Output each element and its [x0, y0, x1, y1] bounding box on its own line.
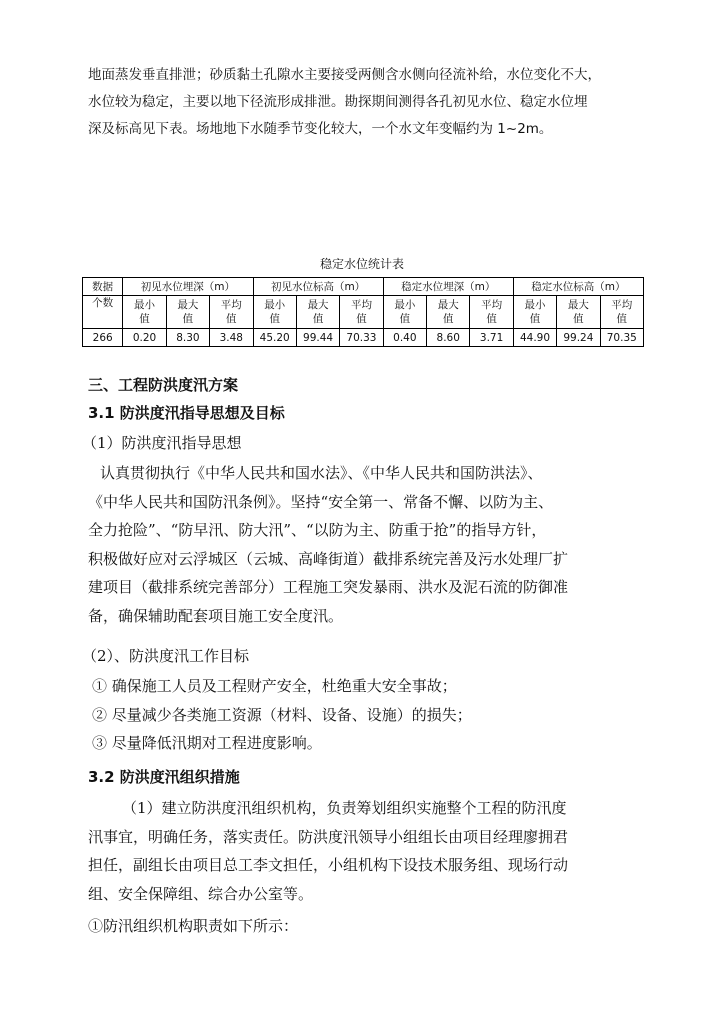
- intro-line: 地面蒸发垂直排泄；砂质黏土孔隙水主要接受两侧含水侧向径流补给，水位变化不大，: [88, 67, 601, 83]
- subsection-heading: 3.2 防洪度汛组织措施: [88, 768, 240, 786]
- group-header: 初见水位标高（m）: [253, 278, 383, 296]
- list-item: ① 确保施工人员及工程财产安全，杜绝重大安全事故；: [92, 677, 457, 695]
- group-header: 稳定水位标高（m）: [513, 278, 643, 296]
- sub-header-suffix: 值: [166, 312, 209, 329]
- table-cell: 70.33: [340, 329, 383, 347]
- paragraph-line: 担任，副组长由项目总工李文担任，小组机构下设技术服务组、现场行动: [88, 856, 569, 874]
- sub-header-suffix: 值: [296, 312, 339, 329]
- paragraph-line: （1）建立防洪度汛组织机构，负责筹划组织实施整个工程的防汛度: [122, 799, 567, 817]
- table-cell: 70.35: [600, 329, 643, 347]
- sub-header: 平均: [470, 296, 513, 313]
- table-cell: 8.60: [427, 329, 470, 347]
- paragraph-label: （1）防洪度汛指导思想: [82, 434, 242, 452]
- group-header: 初见水位埋深（m）: [123, 278, 253, 296]
- sub-header-suffix: 值: [600, 312, 643, 329]
- paragraph-line: 认真贯彻执行《中华人民共和国水法》、《中华人民共和国防洪法》、: [100, 464, 543, 482]
- sub-header-suffix: 值: [470, 312, 513, 329]
- sub-header-suffix: 值: [557, 312, 600, 329]
- sub-header: 平均: [340, 296, 383, 313]
- goals-list: [92, 672, 652, 758]
- organization-paragraph: [88, 794, 648, 908]
- sub-header: 平均: [210, 296, 253, 313]
- subsection-heading: 3.1 防洪度汛指导思想及目标: [88, 404, 285, 422]
- sub-header-suffix: 值: [427, 312, 470, 329]
- intro-paragraph: [88, 62, 648, 143]
- sub-header: 最小: [513, 296, 556, 313]
- sub-header: 最大: [296, 296, 339, 313]
- table-cell: 8.30: [166, 329, 209, 347]
- list-item: ③ 尽量降低汛期对工程进度影响。: [92, 734, 322, 752]
- sub-header: 最大: [427, 296, 470, 313]
- paragraph-label: ①防汛组织机构职责如下所示：: [88, 917, 299, 935]
- intro-line: 水位较为稳定，主要以地下径流形成排泄。勘探期间测得各孔初见水位、稳定水位埋: [88, 94, 588, 110]
- paragraph-label: （2）、防洪度汛工作目标: [82, 647, 250, 665]
- count-header: 数据: [83, 278, 123, 296]
- table-title: 稳定水位统计表: [319, 257, 404, 271]
- paragraph-line: 全力抢险”、“防早汛、防大汛”、“以防为主、防重于抢”的指导方针，: [88, 521, 547, 539]
- table-cell: 0.20: [123, 329, 166, 347]
- table-row: [83, 329, 644, 347]
- table-cell: 266: [83, 329, 123, 347]
- sub-header-suffix: 值: [210, 312, 253, 329]
- table-cell: 99.24: [557, 329, 600, 347]
- sub-header: 最小: [383, 296, 426, 313]
- sub-header: 最大: [166, 296, 209, 313]
- sub-header: 最大: [557, 296, 600, 313]
- table-subheader-row: [83, 296, 644, 313]
- table-cell: 0.40: [383, 329, 426, 347]
- paragraph-line: 汛事宜，明确任务，落实责任。防洪度汛领导小组组长由项目经理廖拥君: [88, 827, 569, 846]
- table-cell: 99.44: [296, 329, 339, 347]
- intro-line: 深及标高见下表。场地地下水随季节变化较大，一个水文年变幅约为 1~2m。: [88, 121, 553, 137]
- table-subheader-row-2: [83, 312, 644, 329]
- sub-header-suffix: 值: [253, 312, 296, 329]
- paragraph-line: 《中华人民共和国防汛条例》。坚持“安全第一、常备不懈、以防为主、: [88, 492, 554, 511]
- water-level-table: [82, 277, 644, 347]
- sub-header-suffix: 值: [513, 312, 556, 329]
- table-cell: 44.90: [513, 329, 556, 347]
- sub-header-suffix: 值: [383, 312, 426, 329]
- paragraph-line: 积极做好应对云浮城区（云城、高峰街道）截排系统完善及污水处理厂扩: [88, 549, 569, 568]
- group-header: 稳定水位埋深（m）: [383, 278, 513, 296]
- table-header-row: [83, 278, 644, 296]
- sub-header-suffix: 值: [340, 312, 383, 329]
- table-cell: 3.48: [210, 329, 253, 347]
- section-heading: 三、工程防洪度汛方案: [88, 376, 239, 394]
- sub-header: 最小: [123, 296, 166, 313]
- paragraph-line: 建项目（截排系统完善部分）工程施工突发暴雨、洪水及泥石流的防御准: [88, 578, 569, 596]
- paragraph-line: 备，确保辅助配套项目施工安全度汛。: [88, 606, 344, 625]
- table-cell: 45.20: [253, 329, 296, 347]
- sub-header: 平均: [600, 296, 643, 313]
- table-cell: 3.71: [470, 329, 513, 347]
- sub-header-suffix: 值: [123, 312, 166, 329]
- guiding-principle-paragraph: [88, 459, 648, 630]
- sub-header: 最小: [253, 296, 296, 313]
- list-item: ② 尽量减少各类施工资源（材料、设备、设施）的损失；: [92, 705, 472, 724]
- count-header: 个数: [83, 296, 123, 329]
- paragraph-line: 组、安全保障组、综合办公室等。: [88, 884, 314, 903]
